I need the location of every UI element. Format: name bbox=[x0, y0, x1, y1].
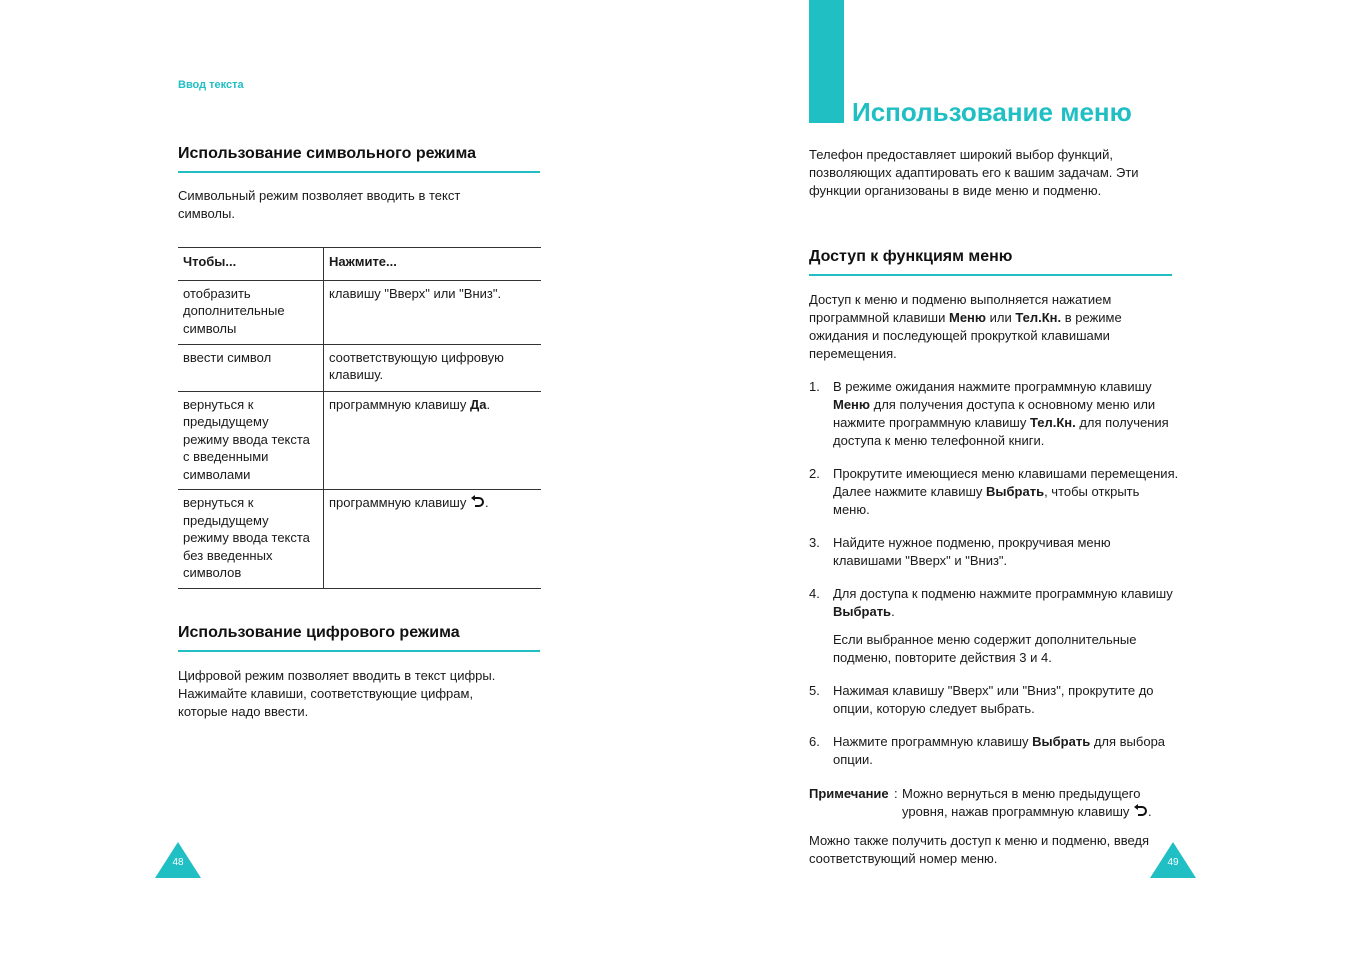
table-cell-action: отобразить дополнительные символы bbox=[178, 280, 324, 344]
key-phonebook: Тел.Кн. bbox=[1015, 310, 1062, 325]
key-phonebook: Тел.Кн. bbox=[1029, 415, 1076, 430]
step-number: 1. bbox=[809, 379, 820, 394]
key-select: Выбрать bbox=[1032, 734, 1091, 749]
menu-access-body bbox=[809, 291, 1154, 363]
table-cell-action: ввести символ bbox=[178, 344, 324, 391]
page-number: 49 bbox=[1167, 857, 1179, 868]
note bbox=[809, 785, 1179, 823]
page-number: 48 bbox=[172, 857, 184, 868]
text-run: Нажимая клавишу "Вверх" или "Вниз", прокрутите до опции, которую следует выбрать. bbox=[833, 683, 1154, 716]
list-item bbox=[809, 534, 1179, 570]
table-header-row bbox=[178, 248, 541, 281]
section-tag: Ввод текста bbox=[178, 79, 244, 91]
note-text: Можно вернуться в меню предыдущего уровня, нажав программную клавишу bbox=[902, 786, 1141, 819]
key-menu: Меню bbox=[948, 310, 986, 325]
press-key-yes: Да bbox=[469, 396, 487, 412]
title-accent-bar bbox=[809, 0, 844, 123]
digit-mode-body: Цифровой режим позволяет вводить в текст цифры. Нажимайте клавиши, соответствующие цифрам, которые надо ввести. bbox=[178, 668, 496, 719]
list-item bbox=[809, 682, 1179, 718]
step-number: 5. bbox=[809, 683, 820, 698]
list-item bbox=[809, 585, 1179, 667]
key-select: Выбрать bbox=[986, 484, 1045, 499]
press-suffix: . bbox=[484, 495, 489, 510]
text-run: Доступ к меню и подменю выполняется нажатием программной клавиши bbox=[809, 292, 1112, 325]
press-text: программную клавишу bbox=[329, 495, 470, 510]
table-header-action: Чтобы... bbox=[178, 248, 324, 281]
press-suffix: . bbox=[486, 396, 491, 412]
text-run: для получения доступа к меню телефонной книги. bbox=[833, 415, 1169, 448]
text-run: Для доступа к подменю нажмите программную клавишу bbox=[833, 586, 1173, 601]
menu-footer-text: Можно также получить доступ к меню и подменю, введя соответствующий номер меню. bbox=[809, 833, 1150, 866]
menu-intro: Телефон предоставляет широкий выбор функций, позволяющих адаптировать его к вашим задачам. Эти функции организованы в виде меню и подменю. bbox=[809, 147, 1139, 198]
text-run: в режиме ожидания и последующей прокруткой клавишами перемещения. bbox=[809, 310, 1122, 361]
menu-access-heading: Доступ к функциям меню bbox=[809, 248, 1172, 276]
list-item bbox=[809, 733, 1179, 769]
note-colon: : bbox=[894, 786, 898, 801]
text-run: Прокрутите имеющиеся меню клавишами перемещения. Далее нажмите клавишу bbox=[833, 466, 1179, 499]
table-row bbox=[178, 490, 541, 589]
text-run: Нажмите программную клавишу bbox=[833, 734, 1033, 749]
step-number: 6. bbox=[809, 734, 820, 749]
list-item bbox=[809, 465, 1179, 519]
key-select: Выбрать bbox=[833, 604, 892, 619]
table-cell-press: соответствующую цифровую клавишу. bbox=[324, 344, 542, 391]
symbol-mode-intro: Символьный режим позволяет вводить в текст символы. bbox=[178, 188, 461, 221]
text-run: для получения доступа к основному меню или нажмите программную клавишу bbox=[833, 397, 1156, 430]
table-cell-press bbox=[324, 490, 542, 589]
text-run: . bbox=[891, 604, 895, 619]
table-cell-action: вернуться к предыдущему режиму ввода текста без введенных символов bbox=[178, 490, 324, 589]
digit-mode-heading: Использование цифрового режима bbox=[178, 624, 540, 652]
table-cell-action: вернуться к предыдущему режиму ввода текста с введенными символами bbox=[178, 391, 324, 490]
table-cell-press: клавишу "Вверх" или "Вниз". bbox=[324, 280, 542, 344]
text-run: , чтобы открыть меню. bbox=[833, 484, 1140, 517]
left-page bbox=[0, 0, 675, 954]
key-menu: Меню bbox=[833, 397, 871, 412]
back-arrow-icon bbox=[1133, 804, 1148, 823]
note-suffix: . bbox=[1148, 804, 1152, 819]
step-subnote: Если выбранное меню содержит дополнительные подменю, повторите действия 3 и 4. bbox=[833, 632, 1137, 665]
table-row bbox=[178, 391, 541, 490]
back-arrow-icon bbox=[470, 495, 485, 514]
page-number-badge bbox=[155, 842, 201, 878]
table-row bbox=[178, 280, 541, 344]
table-cell-press bbox=[324, 391, 542, 490]
table-row bbox=[178, 344, 541, 391]
text-run: для выбора опции. bbox=[833, 734, 1166, 767]
page-number-badge bbox=[1150, 842, 1196, 878]
step-number: 2. bbox=[809, 466, 820, 481]
key-table bbox=[178, 247, 541, 589]
text-run: или bbox=[986, 310, 1016, 325]
symbol-mode-heading: Использование символьного режима bbox=[178, 145, 540, 173]
steps-list bbox=[809, 378, 1179, 784]
text-run: Найдите нужное подменю, прокручивая меню клавишами "Вверх" и "Вниз". bbox=[833, 535, 1111, 568]
step-number: 4. bbox=[809, 586, 820, 601]
page-title: Использование меню bbox=[852, 97, 1132, 127]
note-label: Примечание bbox=[809, 786, 889, 801]
list-item bbox=[809, 378, 1179, 450]
right-page bbox=[675, 0, 1351, 954]
press-text: программную клавишу bbox=[329, 396, 470, 412]
text-run: В режиме ожидания нажмите программную клавишу bbox=[833, 379, 1152, 394]
table-header-press: Нажмите... bbox=[324, 248, 542, 281]
step-number: 3. bbox=[809, 535, 820, 550]
